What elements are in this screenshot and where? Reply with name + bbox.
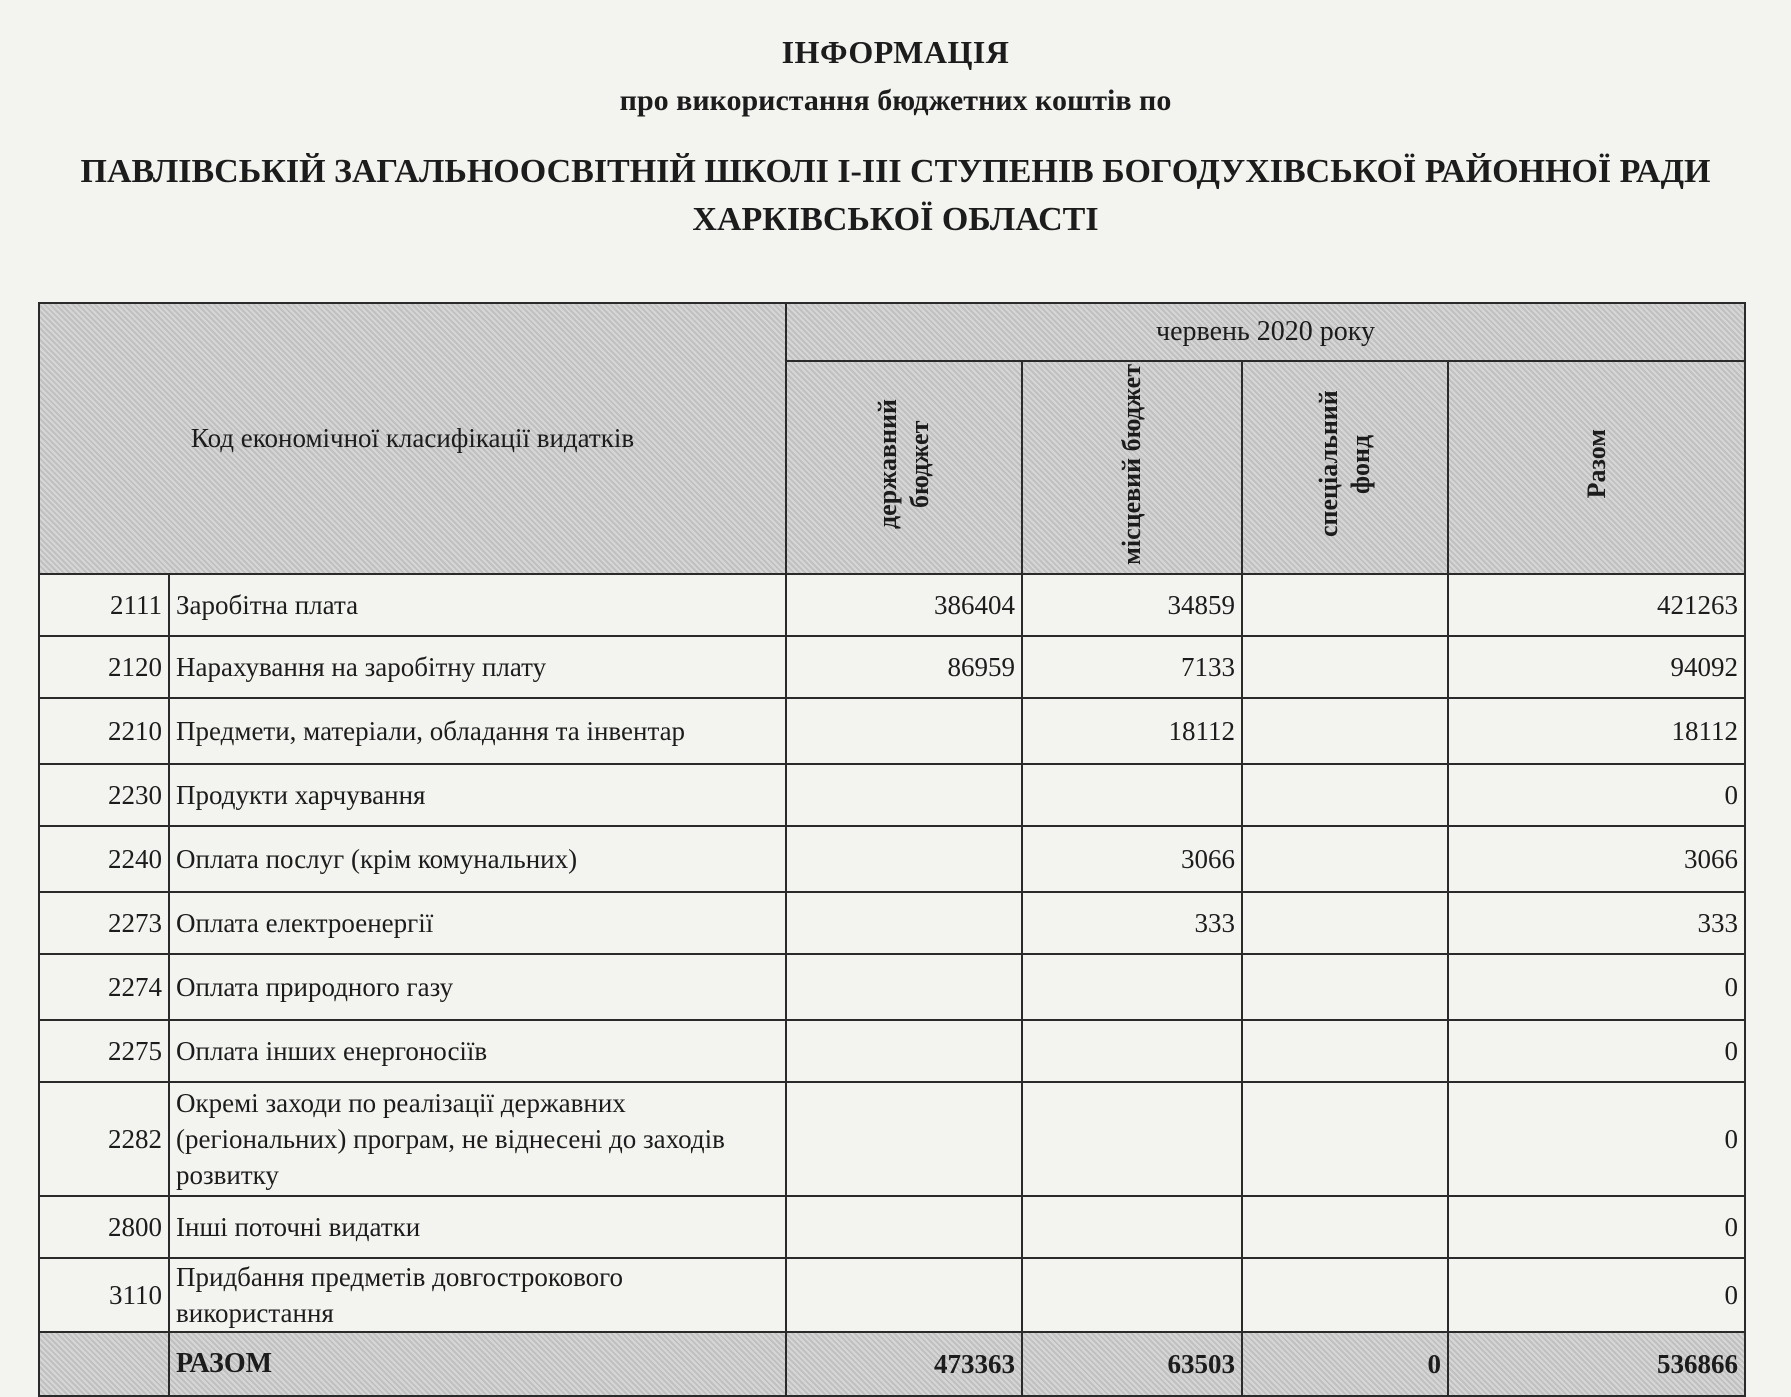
row-special-value bbox=[1242, 826, 1448, 892]
row-state-value bbox=[786, 1258, 1022, 1332]
row-local-value: 333 bbox=[1022, 892, 1242, 954]
row-code: 2210 bbox=[39, 698, 169, 764]
total-sum-value: 536866 bbox=[1448, 1332, 1745, 1396]
row-special-value bbox=[1242, 892, 1448, 954]
row-local-value bbox=[1022, 1020, 1242, 1082]
total-state-value: 473363 bbox=[786, 1332, 1022, 1396]
row-special-value bbox=[1242, 764, 1448, 826]
row-state-value bbox=[786, 954, 1022, 1020]
row-special-value bbox=[1242, 698, 1448, 764]
row-name: Придбання предметів довгострокового використання bbox=[169, 1258, 786, 1332]
row-total-value: 18112 bbox=[1448, 698, 1745, 764]
row-special-value bbox=[1242, 636, 1448, 698]
row-code: 2275 bbox=[39, 1020, 169, 1082]
row-state-value bbox=[786, 892, 1022, 954]
row-local-value: 18112 bbox=[1022, 698, 1242, 764]
row-code: 2230 bbox=[39, 764, 169, 826]
row-total-value: 0 bbox=[1448, 1196, 1745, 1258]
row-total-value: 94092 bbox=[1448, 636, 1745, 698]
row-code: 3110 bbox=[39, 1258, 169, 1332]
row-local-value bbox=[1022, 1082, 1242, 1196]
column-header-local bbox=[1022, 361, 1242, 574]
table-row bbox=[39, 954, 1745, 1020]
row-total-value: 333 bbox=[1448, 892, 1745, 954]
total-row bbox=[39, 1332, 1745, 1396]
table-row bbox=[39, 892, 1745, 954]
budget-table bbox=[38, 302, 1746, 1397]
table-row bbox=[39, 636, 1745, 698]
row-name: Оплата природного газу bbox=[169, 954, 786, 1020]
total-label: РАЗОМ bbox=[169, 1332, 786, 1396]
document-subtitle: про використання бюджетних коштів по bbox=[619, 84, 1172, 117]
row-state-value bbox=[786, 1082, 1022, 1196]
table-row bbox=[39, 698, 1745, 764]
row-name: Оплата послуг (крім комунальних) bbox=[169, 826, 786, 892]
row-special-value bbox=[1242, 574, 1448, 636]
row-code: 2120 bbox=[39, 636, 169, 698]
code-header: Код економічної класифікації видатків bbox=[39, 303, 786, 574]
row-state-value bbox=[786, 764, 1022, 826]
row-state-value bbox=[786, 1020, 1022, 1082]
row-local-value bbox=[1022, 1196, 1242, 1258]
row-state-value: 386404 bbox=[786, 574, 1022, 636]
column-header-state bbox=[786, 361, 1022, 574]
row-local-value bbox=[1022, 1258, 1242, 1332]
column-header-special bbox=[1242, 361, 1448, 574]
document-title: ІНФОРМАЦІЯ bbox=[781, 34, 1010, 70]
table-row bbox=[39, 826, 1745, 892]
table-row bbox=[39, 1020, 1745, 1082]
row-name: Оплата електроенергії bbox=[169, 892, 786, 954]
row-code: 2273 bbox=[39, 892, 169, 954]
row-name: Предмети, матеріали, обладання та інвентар bbox=[169, 698, 786, 764]
row-local-value: 3066 bbox=[1022, 826, 1242, 892]
table-row bbox=[39, 574, 1745, 636]
row-name: Заробітна плата bbox=[169, 574, 786, 636]
row-local-value bbox=[1022, 764, 1242, 826]
row-special-value bbox=[1242, 954, 1448, 1020]
row-total-value: 3066 bbox=[1448, 826, 1745, 892]
table-row bbox=[39, 764, 1745, 826]
row-special-value bbox=[1242, 1082, 1448, 1196]
row-total-value: 0 bbox=[1448, 954, 1745, 1020]
row-name: Оплата інших енергоносіїв bbox=[169, 1020, 786, 1082]
period-header: червень 2020 року bbox=[786, 303, 1745, 361]
row-total-value: 0 bbox=[1448, 1258, 1745, 1332]
table-row bbox=[39, 1196, 1745, 1258]
total-local-value: 63503 bbox=[1022, 1332, 1242, 1396]
row-code: 2274 bbox=[39, 954, 169, 1020]
row-name: Нарахування на заробітну плату bbox=[169, 636, 786, 698]
total-row-code bbox=[39, 1332, 169, 1396]
column-header-total bbox=[1448, 361, 1745, 574]
row-special-value bbox=[1242, 1196, 1448, 1258]
row-state-value: 86959 bbox=[786, 636, 1022, 698]
row-name: Окремі заходи по реалізації державних (регіональних) програм, не віднесені до заходів розвитку bbox=[169, 1082, 786, 1196]
row-local-value: 34859 bbox=[1022, 574, 1242, 636]
row-total-value: 0 bbox=[1448, 1020, 1745, 1082]
row-state-value bbox=[786, 1196, 1022, 1258]
column-header-state-label: державний бюджет bbox=[873, 399, 935, 529]
organization-name: ПАВЛІВСЬКІЙ ЗАГАЛЬНООСВІТНІЙ ШКОЛІ І-ІІІ СТУПЕНІВ БОГОДУХІВСЬКОЇ РАЙОННОЇ РАДИ ХАРКІВСЬКОЇ ОБЛАСТІ bbox=[80, 153, 1711, 238]
table-row bbox=[39, 1258, 1745, 1332]
row-local-value bbox=[1022, 954, 1242, 1020]
row-total-value: 421263 bbox=[1448, 574, 1745, 636]
row-state-value bbox=[786, 698, 1022, 764]
row-total-value: 0 bbox=[1448, 1082, 1745, 1196]
row-special-value bbox=[1242, 1258, 1448, 1332]
row-code: 2111 bbox=[39, 574, 169, 636]
column-header-special-label: спеціальний фонд bbox=[1314, 390, 1376, 538]
row-code: 2240 bbox=[39, 826, 169, 892]
row-total-value: 0 bbox=[1448, 764, 1745, 826]
row-special-value bbox=[1242, 1020, 1448, 1082]
row-code: 2800 bbox=[39, 1196, 169, 1258]
row-name: Інші поточні видатки bbox=[169, 1196, 786, 1258]
row-local-value: 7133 bbox=[1022, 636, 1242, 698]
row-code: 2282 bbox=[39, 1082, 169, 1196]
table-row bbox=[39, 1082, 1745, 1196]
row-state-value bbox=[786, 826, 1022, 892]
column-header-total-label: Разом bbox=[1581, 429, 1611, 499]
total-special-value: 0 bbox=[1242, 1332, 1448, 1396]
row-name: Продукти харчування bbox=[169, 764, 786, 826]
column-header-local-label: місцевий бюджет bbox=[1117, 363, 1147, 565]
